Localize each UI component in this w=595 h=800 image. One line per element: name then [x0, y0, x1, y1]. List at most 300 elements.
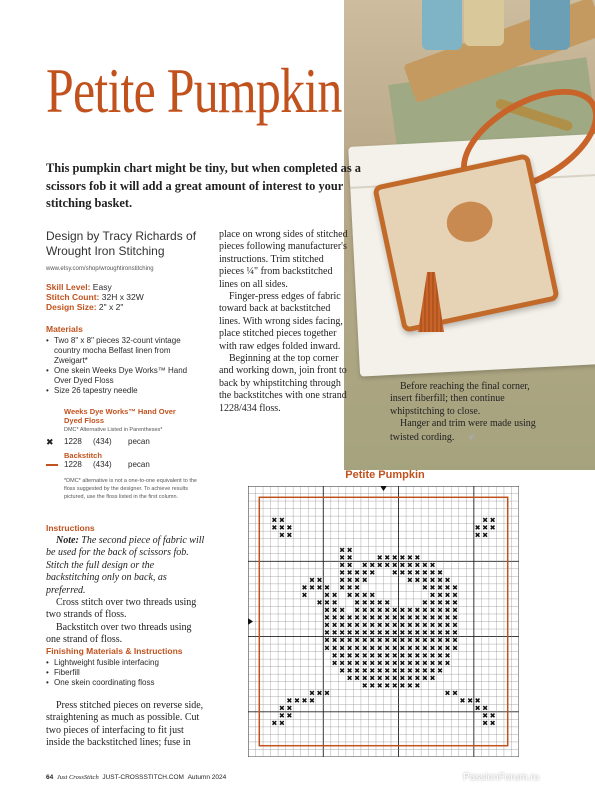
stitch-mark: ✖	[391, 680, 398, 690]
stitch-mark: ✖	[361, 620, 368, 630]
stitch-mark: ✖	[354, 658, 361, 668]
stitch-mark: ✖	[354, 605, 361, 615]
stitch-mark: ✖	[286, 703, 293, 713]
stitch-mark: ✖	[316, 688, 323, 698]
stitch-mark: ✖	[436, 575, 443, 585]
stitch-mark: ✖	[444, 688, 451, 698]
stitch-mark: ✖	[444, 628, 451, 638]
stitch-mark: ✖	[391, 658, 398, 668]
stitch-mark: ✖	[391, 552, 398, 562]
stitch-mark: ✖	[384, 665, 391, 675]
stitch-mark: ✖	[346, 613, 353, 623]
stitch-mark: ✖	[421, 643, 428, 653]
stitch-mark: ✖	[331, 650, 338, 660]
stitch-mark: ✖	[482, 718, 489, 728]
size-value: 2" x 2"	[98, 301, 124, 312]
issue-name: Autumn 2024	[187, 774, 227, 781]
stitch-mark: ✖	[421, 605, 428, 615]
stitch-mark: ✖	[421, 613, 428, 623]
stitch-mark: ✖	[474, 522, 481, 532]
stitch-mark: ✖	[429, 590, 436, 600]
stitch-mark: ✖	[444, 613, 451, 623]
stitch-mark: ✖	[361, 643, 368, 653]
stitch-mark: ✖	[436, 567, 443, 577]
stitch-mark: ✖	[346, 620, 353, 630]
stitch-mark: ✖	[384, 673, 391, 683]
stitch-mark: ✖	[421, 575, 428, 585]
stitch-mark: ✖	[308, 688, 315, 698]
skill-value: Easy	[92, 282, 112, 292]
stitch-mark: ✖	[399, 665, 406, 675]
list-item: • One skein Weeks Dye Works™ Hand Over Dyed Floss	[46, 366, 206, 386]
stitch-mark: ✖	[354, 673, 361, 683]
watermark: PassionForum.ru	[463, 772, 540, 783]
stitch-mark: ✖	[429, 635, 436, 645]
stitch-mark: ✖	[391, 643, 398, 653]
backstitch-line-icon	[46, 464, 58, 466]
stitch-mark: ✖	[346, 643, 353, 653]
stitch-mark: ✖	[482, 530, 489, 540]
stitch-mark: ✖	[361, 658, 368, 668]
stitch-mark: ✖	[301, 695, 308, 705]
floss-name: pecan	[128, 460, 150, 469]
stitch-mark: ✖	[361, 673, 368, 683]
blue-spool	[422, 0, 462, 50]
materials-list	[46, 336, 206, 396]
list-item: • Fiberfill	[46, 668, 206, 678]
stitch-mark: ✖	[414, 605, 421, 615]
stitch-mark: ✖	[331, 613, 338, 623]
stitch-mark: ✖	[414, 567, 421, 577]
stitch-mark: ✖	[361, 665, 368, 675]
finishing-heading: Finishing Materials & Instructions	[46, 646, 183, 656]
stitch-mark: ✖	[429, 583, 436, 593]
stitch-mark: ✖	[436, 628, 443, 638]
stitch-mark: ✖	[331, 658, 338, 668]
stitch-mark: ✖	[406, 567, 413, 577]
floss-number: 1228	[64, 460, 82, 469]
stitch-mark: ✖	[391, 673, 398, 683]
stitch-mark: ✖	[452, 688, 459, 698]
stitch-mark: ✖	[286, 695, 293, 705]
stitch-mark: ✖	[278, 711, 285, 721]
stitch-mark: ✖	[429, 628, 436, 638]
stitch-mark: ✖	[429, 650, 436, 660]
pumpkin-motif	[443, 197, 496, 246]
stitch-mark: ✖	[391, 613, 398, 623]
stitch-mark: ✖	[406, 643, 413, 653]
stitch-mark: ✖	[339, 658, 346, 668]
stitch-mark: ✖	[369, 658, 376, 668]
intro-text: This pumpkin chart might be tiny, but when completed as a scissors fob it will add a great amount of interest to your stitching basket.	[46, 161, 361, 210]
instructions-text	[46, 535, 206, 647]
stitch-mark: ✖	[384, 635, 391, 645]
stitch-mark: ✖	[391, 650, 398, 660]
page-number: 64	[46, 774, 54, 781]
stitch-mark: ✖	[339, 560, 346, 570]
stitch-mark: ✖	[414, 575, 421, 585]
stitch-mark: ✖	[399, 650, 406, 660]
stitch-mark: ✖	[474, 695, 481, 705]
stitch-mark: ✖	[369, 590, 376, 600]
stitch-mark: ✖	[391, 567, 398, 577]
instructions-paragraph: Backstitch over two threads using one strand of floss.	[46, 621, 192, 646]
stitch-mark: ✖	[354, 628, 361, 638]
body-paragraph: Beginning at the top corner and working down, join front to back by whipstitching through the backstitches with one strand 1228/434 floss.	[219, 353, 347, 414]
stitch-mark: ✖	[436, 605, 443, 615]
stitch-mark: ✖	[399, 643, 406, 653]
count-value: 32H x 32W	[101, 291, 144, 302]
stitch-mark: ✖	[346, 590, 353, 600]
stitch-mark: ✖	[421, 583, 428, 593]
stitch-mark: ✖	[406, 673, 413, 683]
stitch-mark: ✖	[482, 522, 489, 532]
stitch-mark: ✖	[271, 718, 278, 728]
stitch-mark: ✖	[369, 680, 376, 690]
floss-number: 1228	[64, 437, 82, 446]
count-label: Stitch Count:	[46, 291, 100, 302]
stitch-mark: ✖	[399, 635, 406, 645]
stitch-mark: ✖	[331, 620, 338, 630]
floss-key-row	[46, 437, 196, 447]
stitch-mark: ✖	[406, 620, 413, 630]
stitch-mark: ✖	[444, 605, 451, 615]
stitch-mark: ✖	[489, 515, 496, 525]
stitch-mark: ✖	[421, 567, 428, 577]
stitch-mark: ✖	[324, 688, 331, 698]
stitch-mark: ✖	[436, 583, 443, 593]
stitch-mark: ✖	[376, 613, 383, 623]
stitch-mark: ✖	[339, 583, 346, 593]
stitch-mark: ✖	[414, 650, 421, 660]
stitch-mark: ✖	[406, 552, 413, 562]
stitch-mark: ✖	[376, 560, 383, 570]
stitch-mark: ✖	[361, 680, 368, 690]
stitch-mark: ✖	[399, 605, 406, 615]
stitch-mark: ✖	[444, 635, 451, 645]
stitch-mark: ✖	[399, 552, 406, 562]
stitch-mark: ✖	[331, 628, 338, 638]
stitch-mark: ✖	[339, 567, 346, 577]
stitch-mark: ✖	[339, 643, 346, 653]
stitch-mark: ✖	[406, 658, 413, 668]
stitch-mark: ✖	[414, 560, 421, 570]
stitch-mark: ✖	[354, 583, 361, 593]
stitch-mark: ✖	[406, 605, 413, 615]
floss-dmc: (434)	[93, 460, 112, 469]
stitch-mark: ✖	[421, 673, 428, 683]
body-paragraph: Finger-press edges of fabric toward back at backstitched lines. With wrong sides facing, place stitched pieces together with raw edges folded inward.	[219, 291, 343, 352]
stitch-mark: ✖	[278, 530, 285, 540]
stitch-mark: ✖	[436, 635, 443, 645]
stitch-mark: ✖	[391, 560, 398, 570]
stitch-mark: ✖	[361, 567, 368, 577]
stitch-mark: ✖	[278, 703, 285, 713]
list-item: • Two 8" x 8" pieces 32-count vintage country mocha Belfast linen from Zweigart*	[46, 336, 206, 366]
stitch-mark: ✖	[376, 552, 383, 562]
stitch-mark: ✖	[331, 605, 338, 615]
stitch-mark: ✖	[406, 680, 413, 690]
stitch-mark: ✖	[354, 635, 361, 645]
materials-heading: Materials	[46, 324, 83, 334]
stitch-mark: ✖	[421, 665, 428, 675]
stitch-mark: ✖	[369, 650, 376, 660]
stitch-mark: ✖	[467, 695, 474, 705]
end-mark-icon: ❦	[466, 431, 475, 442]
body-paragraph: Press stitched pieces on reverse side, straightening as much as possible. Cut two pieces of interfacing to fit just inside the backstitched lines; fuse in	[46, 700, 204, 749]
stitch-mark: ✖	[391, 605, 398, 615]
stitch-mark: ✖	[474, 703, 481, 713]
list-item: • Size 26 tapestry needle	[46, 386, 206, 396]
stitch-mark: ✖	[324, 628, 331, 638]
stitch-mark: ✖	[316, 575, 323, 585]
stitch-mark: ✖	[391, 620, 398, 630]
stitch-mark: ✖	[436, 658, 443, 668]
stitch-mark: ✖	[308, 695, 315, 705]
stitch-mark: ✖	[369, 628, 376, 638]
stitch-mark: ✖	[399, 658, 406, 668]
stitch-mark: ✖	[384, 680, 391, 690]
stitch-mark: ✖	[444, 620, 451, 630]
stitch-mark: ✖	[354, 575, 361, 585]
stitch-mark: ✖	[346, 658, 353, 668]
instructions-paragraph: Cross stitch over two threads using two strands of floss.	[46, 597, 197, 621]
page-footer	[46, 774, 226, 781]
dmc-note: *DMC* alternative is not a one-to-one equivalent to the floss suggested by the designer. To achieve results pictured, use the floss listed in the first column.	[64, 478, 197, 500]
stitch-mark: ✖	[384, 628, 391, 638]
stitch-mark: ✖	[444, 643, 451, 653]
body-paragraph: place on wrong sides of stitched pieces following manufacturer's instructions. Trim stitched pieces ¼" from backstitched lines on all sides.	[219, 229, 348, 290]
stitch-mark: ✖	[369, 560, 376, 570]
stitch-mark: ✖	[361, 598, 368, 608]
stitch-mark: ✖	[414, 643, 421, 653]
stitch-mark: ✖	[489, 711, 496, 721]
stitch-mark: ✖	[339, 575, 346, 585]
stitch-mark: ✖	[308, 575, 315, 585]
stitch-mark: ✖	[331, 598, 338, 608]
stitch-mark: ✖	[324, 590, 331, 600]
stitch-mark: ✖	[489, 522, 496, 532]
stitch-mark: ✖	[339, 552, 346, 562]
stitch-mark: ✖	[429, 643, 436, 653]
stitch-mark: ✖	[391, 665, 398, 675]
stitch-mark: ✖	[436, 643, 443, 653]
stitch-mark: ✖	[444, 583, 451, 593]
floss-dmc: (434)	[93, 437, 112, 446]
stitch-mark: ✖	[384, 650, 391, 660]
stitch-mark: ✖	[482, 711, 489, 721]
size-label: Design Size:	[46, 301, 97, 312]
magazine-name: Just CrossStitch	[56, 774, 99, 781]
stitch-mark: ✖	[482, 703, 489, 713]
chart-title: Petite Pumpkin	[345, 469, 425, 481]
stitch-mark: ✖	[429, 605, 436, 615]
stitch-mark: ✖	[421, 628, 428, 638]
stitch-mark: ✖	[331, 590, 338, 600]
stitch-mark: ✖	[414, 635, 421, 645]
stitch-mark: ✖	[316, 598, 323, 608]
stitch-mark: ✖	[429, 658, 436, 668]
stitch-mark: ✖	[324, 635, 331, 645]
backstitch-heading: Backstitch	[64, 451, 102, 460]
stitch-mark: ✖	[271, 522, 278, 532]
stitch-mark: ✖	[452, 590, 459, 600]
stitch-mark: ✖	[271, 515, 278, 525]
stitch-mark: ✖	[346, 575, 353, 585]
stitch-mark: ✖	[429, 673, 436, 683]
stitch-mark: ✖	[376, 650, 383, 660]
stitch-mark: ✖	[324, 605, 331, 615]
stitch-mark: ✖	[346, 560, 353, 570]
stitch-mark: ✖	[361, 628, 368, 638]
designer-url[interactable]: www.etsy.com/shop/wroughtironstitching	[46, 266, 154, 272]
stitch-mark: ✖	[429, 620, 436, 630]
stitch-mark: ✖	[421, 650, 428, 660]
finishing-list	[46, 658, 206, 688]
stitch-mark: ✖	[459, 695, 466, 705]
stitch-mark: ✖	[384, 643, 391, 653]
stitch-mark: ✖	[331, 635, 338, 645]
body-column-3	[390, 381, 552, 444]
stitch-mark: ✖	[369, 673, 376, 683]
stitch-mark: ✖	[384, 560, 391, 570]
stitch-mark: ✖	[414, 665, 421, 675]
stitch-mark: ✖	[414, 658, 421, 668]
stitch-mark: ✖	[429, 567, 436, 577]
stitch-mark: ✖	[346, 545, 353, 555]
designer-byline: Design by Tracy Richards of Wrought Iron Stitching	[46, 229, 197, 258]
stitch-mark: ✖	[361, 605, 368, 615]
stitch-mark: ✖	[324, 583, 331, 593]
stitch-mark: ✖	[278, 522, 285, 532]
stitch-mark: ✖	[452, 613, 459, 623]
stitch-mark: ✖	[406, 560, 413, 570]
stitch-mark: ✖	[399, 567, 406, 577]
stitch-mark: ✖	[361, 575, 368, 585]
stitch-mark: ✖	[324, 598, 331, 608]
page-title: Petite Pumpkin	[46, 55, 342, 126]
stitch-mark: ✖	[376, 658, 383, 668]
stitch-mark: ✖	[489, 718, 496, 728]
stitch-mark: ✖	[414, 613, 421, 623]
floss-alt-note: DMC* Alternative Listed in Parentheses*	[64, 427, 163, 433]
stitch-mark: ✖	[452, 620, 459, 630]
stitch-mark: ✖	[324, 620, 331, 630]
stitch-mark: ✖	[354, 665, 361, 675]
stitch-mark: ✖	[369, 643, 376, 653]
stitch-mark: ✖	[429, 598, 436, 608]
stitch-mark: ✖	[414, 680, 421, 690]
body-paragraph: Before reaching the final corner, insert fiberfill; then continue whipstitching to close.	[390, 381, 530, 417]
stitch-mark: ✖	[278, 718, 285, 728]
stitch-mark: ✖	[346, 628, 353, 638]
stitch-mark: ✖	[354, 650, 361, 660]
list-item: • One skein coordinating floss	[46, 678, 206, 688]
stitch-mark: ✖	[421, 635, 428, 645]
project-specs	[46, 283, 144, 312]
stitch-mark: ✖	[414, 673, 421, 683]
stitch-mark: ✖	[384, 613, 391, 623]
stitch-mark: ✖	[406, 613, 413, 623]
stitch-mark: ✖	[406, 575, 413, 585]
stitch-mark: ✖	[406, 650, 413, 660]
stitch-mark: ✖	[369, 605, 376, 615]
stitch-mark: ✖	[444, 658, 451, 668]
stitch-mark: ✖	[421, 598, 428, 608]
stitch-mark: ✖	[436, 613, 443, 623]
stitch-mark: ✖	[421, 560, 428, 570]
stitch-mark: ✖	[354, 613, 361, 623]
stitch-mark: ✖	[376, 620, 383, 630]
stitch-mark: ✖	[406, 665, 413, 675]
stitch-mark: ✖	[369, 635, 376, 645]
stitch-mark: ✖	[452, 635, 459, 645]
stitch-mark: ✖	[399, 560, 406, 570]
stitch-mark: ✖	[444, 598, 451, 608]
stitch-mark: ✖	[354, 598, 361, 608]
stitch-mark: ✖	[421, 620, 428, 630]
stitch-mark: ✖	[421, 658, 428, 668]
stitch-mark: ✖	[399, 628, 406, 638]
stitch-mark: ✖	[369, 567, 376, 577]
stitch-mark: ✖	[308, 583, 315, 593]
site-name: JUST-CROSSSTITCH.COM	[102, 774, 184, 781]
stitch-mark: ✖	[361, 635, 368, 645]
stitch-mark: ✖	[376, 605, 383, 615]
stitch-mark: ✖	[474, 530, 481, 540]
stitch-mark: ✖	[286, 711, 293, 721]
stitch-mark: ✖	[429, 613, 436, 623]
stitch-mark: ✖	[346, 552, 353, 562]
stitch-mark: ✖	[339, 635, 346, 645]
stitch-mark: ✖	[452, 583, 459, 593]
note-text: The second piece of fabric will be used for the back of scissors fob. Stitch the full design or the backstitching only on back, as preferred.	[46, 535, 205, 596]
stitch-mark: ✖	[429, 560, 436, 570]
stitch-mark: ✖	[429, 575, 436, 585]
stitch-mark: ✖	[414, 552, 421, 562]
stitch-mark: ✖	[361, 590, 368, 600]
tan-spool	[464, 0, 504, 46]
stitch-mark: ✖	[406, 628, 413, 638]
stitch-mark: ✖	[286, 530, 293, 540]
stitch-mark: ✖	[376, 628, 383, 638]
stitch-mark: ✖	[339, 665, 346, 675]
stitch-mark: ✖	[391, 628, 398, 638]
backstitch-key-row	[46, 460, 196, 470]
stitch-mark: ✖	[286, 522, 293, 532]
stitch-mark: ✖	[376, 635, 383, 645]
stitch-mark: ✖	[354, 620, 361, 630]
stitch-mark: ✖	[369, 613, 376, 623]
floss-heading: Weeks Dye Works™ Hand Over Dyed Floss	[64, 407, 176, 425]
stitch-mark: ✖	[414, 620, 421, 630]
stitch-mark: ✖	[278, 515, 285, 525]
stitch-mark: ✖	[324, 613, 331, 623]
stitch-mark: ✖	[384, 598, 391, 608]
stitch-mark: ✖	[369, 598, 376, 608]
stitch-mark: ✖	[482, 515, 489, 525]
stitch-chart	[248, 486, 519, 757]
stitch-mark: ✖	[339, 628, 346, 638]
stitch-mark: ✖	[444, 650, 451, 660]
stitch-mark: ✖	[399, 680, 406, 690]
stitch-mark: ✖	[436, 650, 443, 660]
stitch-mark: ✖	[384, 605, 391, 615]
stitch-mark: ✖	[354, 567, 361, 577]
floss-name: pecan	[128, 437, 150, 446]
stitch-mark: ✖	[346, 665, 353, 675]
stitch-mark: ✖	[324, 643, 331, 653]
